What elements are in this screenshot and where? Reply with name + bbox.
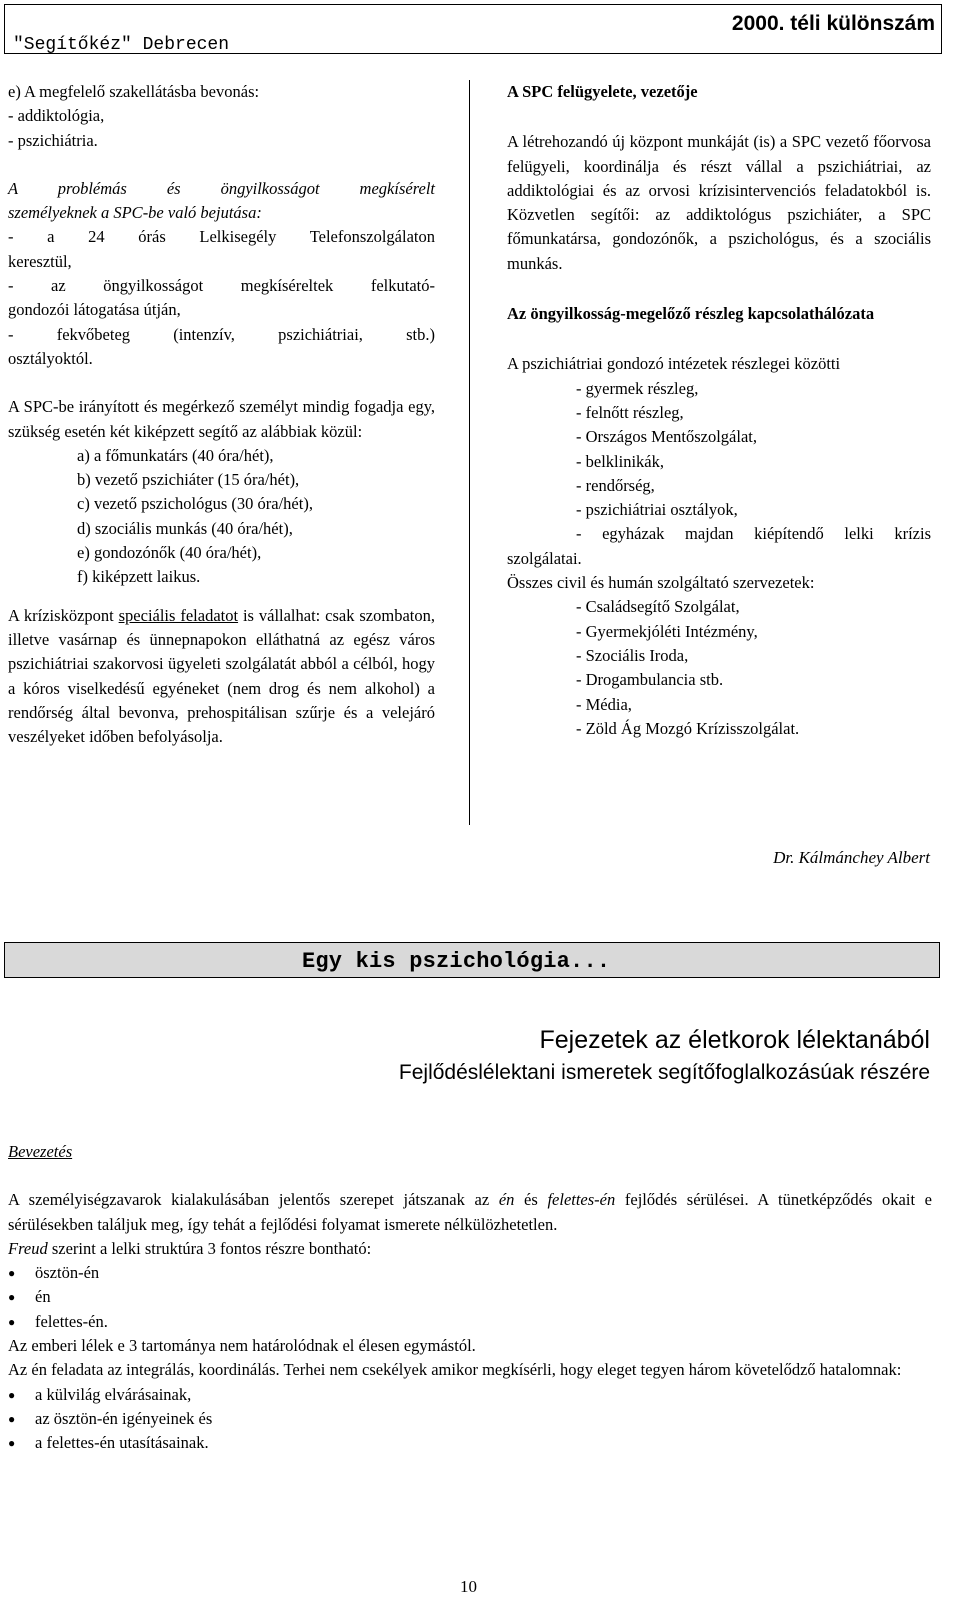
paragraph: Az én feladata az integrálás, koordinálás. Terhei nem csekélyek amikor megkísérli, hogy eleget tegyen három követelődző hatalomnak: [8, 1360, 902, 1380]
banner-title: Egy kis pszichológia... [302, 949, 611, 974]
network-heading: Az öngyilkosság-megelőző részleg kapcsolathálózata [507, 304, 875, 324]
section-e-item: - addiktológia, [8, 106, 105, 126]
supervision-paragraph: A létrehozandó új központ munkáját (is) a SPC vezető főorvosa felügyeli, koordinálja és részt vállal a pszichiátriai, az addiktológiai és az orvosi krízisintervenciós feladatokból is. Közvetlen segítői: az addiktológus pszichiáter, a SPC főmunkatársa, gondozónők, a pszichológus, és a szociális munkás. [507, 132, 931, 273]
staff-item: a) a főmunkatárs (40 óra/hét), [77, 445, 274, 465]
staff-list [8, 444, 435, 590]
intro-paragraph: A személyiségzavarok kialakulásában jelentős szerepet játszanak az én és felettes-én fejlődés sérülései. A tünetképződés okait e sérülésekben találjuk meg, így tehát a fejlődési folyamat ismerete nélkülözhetetlen. [8, 1190, 933, 1234]
freud-line: Freud szerint a lelki struktúra 3 fontos részre bontható: [8, 1238, 372, 1258]
staff-item: c) vezető pszichológus (30 óra/hét), [77, 494, 313, 514]
left-column [8, 80, 435, 749]
freud-name: Freud [8, 1238, 48, 1258]
author-signature: Dr. Kálmánchey Albert [773, 848, 930, 867]
list-item: ● ösztön-én [8, 1261, 932, 1285]
list-item: ● az ösztön-én igényeinek és [8, 1407, 932, 1431]
column-divider [469, 80, 470, 825]
civil-list [507, 595, 931, 741]
access-route: osztályoktól. [8, 348, 93, 368]
network-list [507, 377, 931, 547]
spc-intake-paragraph: A SPC-be irányított és megérkező személyt mindig fogadja egy, szükség esetén két kiképzett segítő az alábbiak közül: [8, 397, 435, 441]
section-e-title: e) A megfelelő szakellátásba bevonás: [8, 82, 260, 101]
network-item: - gyermek részleg, [576, 378, 699, 398]
network-item: - pszichiátriai osztályok, [576, 500, 738, 520]
network-item: - belklinikák, [576, 451, 664, 471]
article-body [8, 1140, 932, 1456]
list-item: ● a külvilág elvárásainak, [8, 1383, 932, 1407]
civil-item: - Szociális Iroda, [576, 645, 689, 665]
term-en: én [498, 1190, 515, 1210]
special-task-underlined: speciális feladatot [118, 605, 239, 625]
civil-item: - Zöld Ág Mozgó Krízisszolgálat. [576, 718, 800, 738]
list-item: ● én [8, 1285, 932, 1309]
network-item: - felnőtt részleg, [576, 402, 684, 422]
staff-item: f) kiképzett laikus. [77, 567, 201, 587]
civil-intro: Összes civil és humán szolgáltató szervezetek: [507, 573, 815, 593]
access-intro-line: A problémás és öngyilkosságot megkísérelt [8, 178, 435, 198]
demands-list [8, 1383, 932, 1456]
civil-item: - Családsegítő Szolgálat, [576, 597, 740, 617]
network-item: - egyházak majdan kiépítendő lelki krízis [576, 524, 931, 544]
paragraph: Az emberi lélek e 3 tartománya nem határolódnak el élesen egymástól. [8, 1336, 476, 1356]
article-subtitle: Fejlődéslélektani ismeretek segítőfoglalkozásúak részére [398, 1061, 930, 1084]
section-banner [4, 942, 940, 978]
civil-item: - Média, [576, 694, 632, 714]
civil-item: - Drogambulancia stb. [576, 670, 724, 690]
access-route: - az öngyilkosságot megkíséreltek felkutató- [8, 276, 435, 296]
access-route: gondozói látogatása útján, [8, 300, 181, 320]
staff-item: b) vezető pszichiáter (15 óra/hét), [77, 470, 300, 490]
access-route: - fekvőbeteg (intenzív, pszichiátriai, stb.) [8, 324, 435, 344]
page-number: 10 [460, 1577, 477, 1596]
civil-item: - Gyermekjóléti Intézmény, [576, 621, 758, 641]
section-heading: Bevezetés [8, 1142, 73, 1161]
page-header [4, 4, 942, 54]
staff-item: e) gondozónők (40 óra/hét), [77, 543, 262, 563]
staff-item: d) szociális munkás (40 óra/hét), [77, 518, 293, 538]
network-item: - rendőrség, [576, 475, 655, 495]
network-item-continued: szolgálatai. [507, 548, 582, 568]
header-issue: 2000. téli különszám [731, 12, 935, 35]
article-title: Fejezetek az életkorok lélektanából [539, 1026, 930, 1054]
list-item: ● a felettes-én utasításainak. [8, 1431, 932, 1455]
access-route: - a 24 órás Lelkisegély Telefonszolgálaton [8, 227, 435, 247]
structure-list [8, 1261, 932, 1334]
access-intro-line: személyeknek a SPC-be való bejutása: [8, 203, 262, 223]
term-felettes-en: felettes-én [547, 1190, 616, 1210]
special-task-paragraph: A krízisközpont speciális feladatot is vállalhat: csak szombaton, illetve vasárnap és ünnepnapokon elláthatná az egész város pszichiátriai szakorvosi ügyeleti szolgálatát abból a célból, hogy a kóros viselkedésű egyéneket (nem drog és nem alkohol) a rendőrség által bevonva, prehospitálisan szűrje és a velejáró veszélyeket időben befolyásolja. [8, 605, 435, 747]
network-intro: A pszichiátriai gondozó intézetek részlegei közötti [507, 354, 841, 374]
network-item: - Országos Mentőszolgálat, [576, 427, 757, 447]
right-column [507, 80, 931, 741]
section-e-item: - pszichiátria. [8, 130, 98, 150]
access-route: keresztül, [8, 251, 72, 271]
header-publisher: "Segítőkéz" Debrecen [13, 35, 230, 55]
supervision-heading: A SPC felügyelete, vezetője [507, 82, 698, 101]
list-item: ● felettes-én. [8, 1310, 932, 1334]
